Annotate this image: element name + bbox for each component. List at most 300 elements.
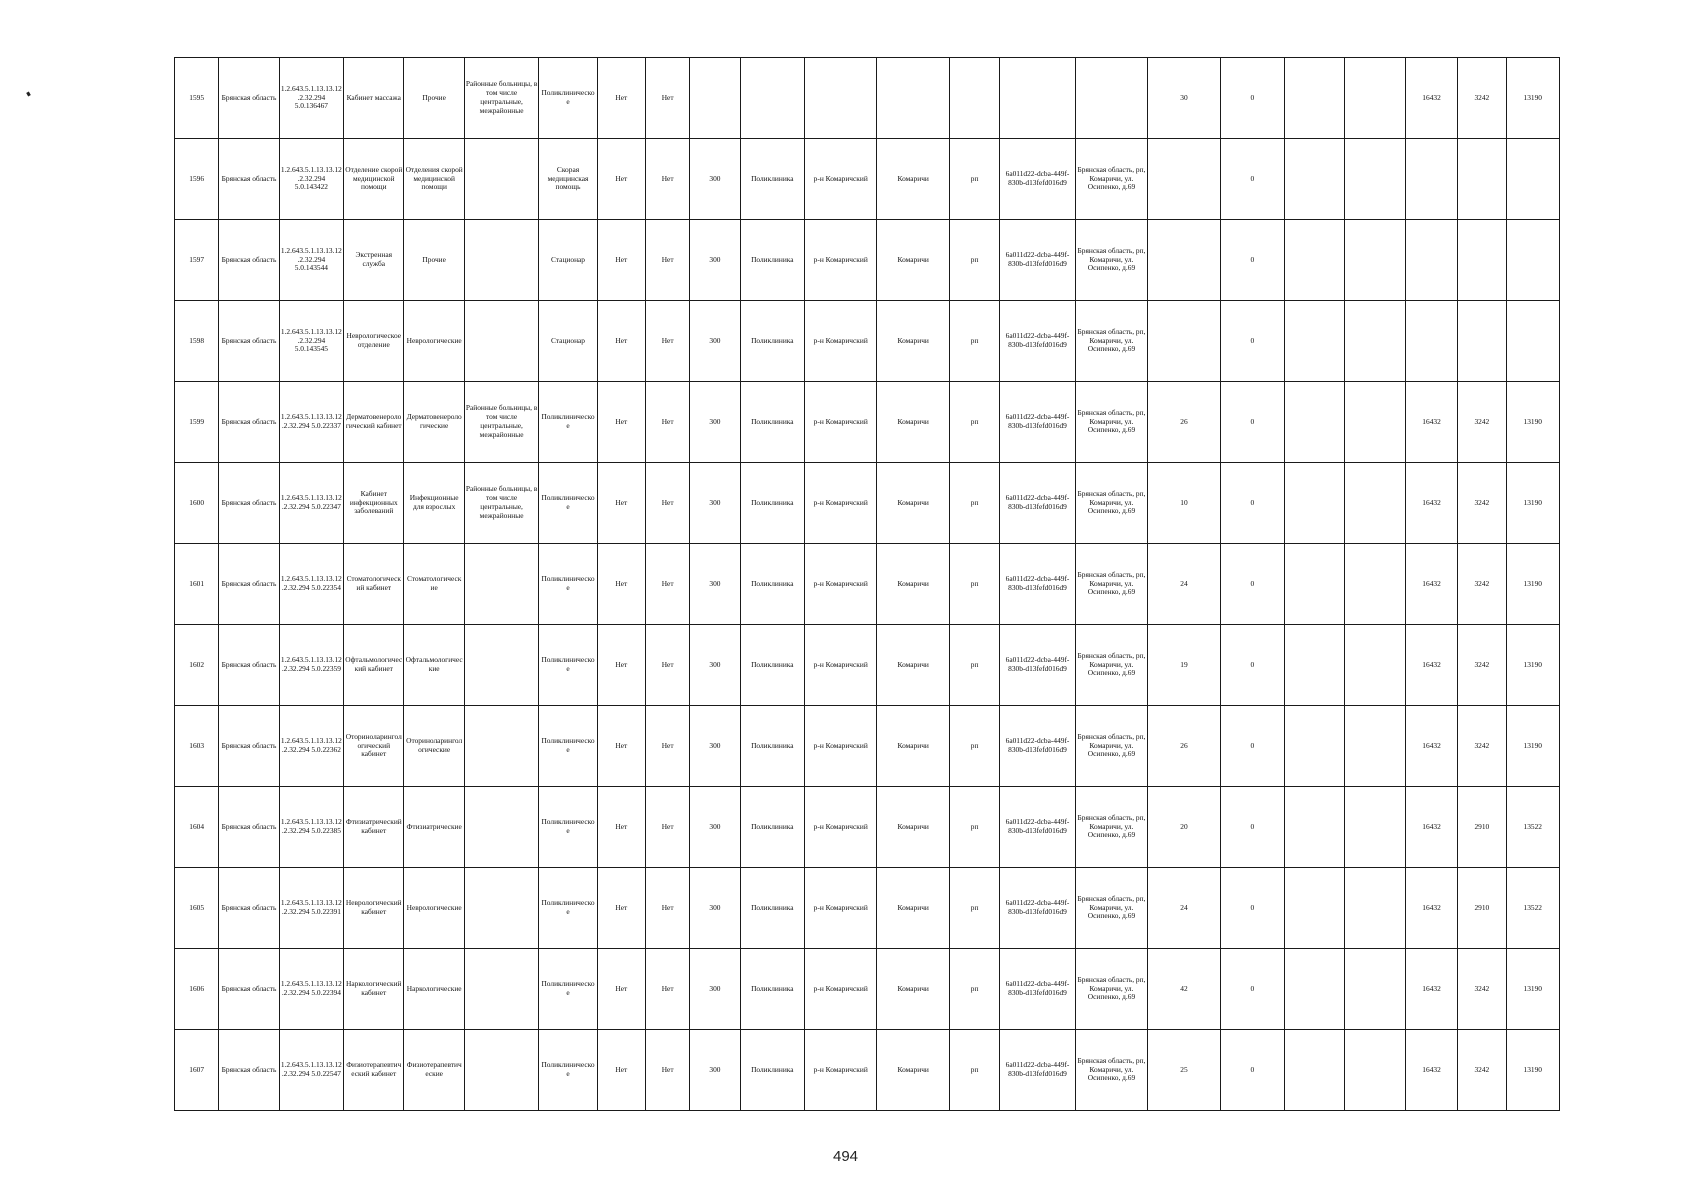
table-row [175,1030,1560,1111]
table-cell: Нет [597,1030,645,1111]
table-cell: 16432 [1405,787,1457,868]
table-cell: Отделения скорой медицинской помощи [404,139,464,220]
table-cell: 1595 [175,58,219,139]
table-cell: 24 [1148,868,1220,949]
table-cell: Нет [646,868,690,949]
table-cell: Брянская область [219,625,279,706]
table-cell: Скорая медицинская помощь [539,139,597,220]
table-row [175,868,1560,949]
table-cell: Нет [646,625,690,706]
table-cell [805,58,877,139]
table-cell: 1.2.643.5.1.13.13.12.2.32.294 5.0.22347 [279,463,343,544]
table-cell [1405,301,1457,382]
table-cell: Поликлиническое [539,787,597,868]
table-cell: Поликлиника [740,706,804,787]
table-cell: Поликлиника [740,1030,804,1111]
table-cell: 16432 [1405,868,1457,949]
table-cell: 300 [690,787,740,868]
table-cell [1506,139,1559,220]
table-cell: 6a011d22-dcba-449f-830b-d13fefd016d9 [1000,301,1075,382]
table-cell: Физиотерапевтические [404,1030,464,1111]
table-cell: рп [949,625,999,706]
table-cell: 300 [690,139,740,220]
table-cell [1506,301,1559,382]
table-cell: 1606 [175,949,219,1030]
table-cell: 3242 [1458,544,1506,625]
table-cell: 20 [1148,787,1220,868]
table-cell: Кабинет инфекционных заболеваний [344,463,404,544]
table-cell [1285,382,1345,463]
table-cell: 3242 [1458,382,1506,463]
table-cell: 10 [1148,463,1220,544]
table-cell: Брянская область [219,301,279,382]
table-cell: р-н Комаричский [805,220,877,301]
table-cell: 1600 [175,463,219,544]
table-cell: 13190 [1506,463,1559,544]
table-cell: Брянская область [219,382,279,463]
table-cell: Неврологическое отделение [344,301,404,382]
table-cell: Нет [646,1030,690,1111]
table-cell: 1.2.643.5.1.13.13.12.2.32.294 5.0.22385 [279,787,343,868]
table-cell [1285,1030,1345,1111]
table-cell: 1605 [175,868,219,949]
table-cell: 1.2.643.5.1.13.13.12.2.32.294 5.0.143545 [279,301,343,382]
table-cell: Офтальмологический кабинет [344,625,404,706]
table-cell: рп [949,544,999,625]
table-cell: 1.2.643.5.1.13.13.12.2.32.294 5.0.22337 [279,382,343,463]
table-cell: Стоматологические [404,544,464,625]
table-cell: Фтизиатрический кабинет [344,787,404,868]
table-body [175,58,1560,1111]
table-cell: 1.2.643.5.1.13.13.12.2.32.294 5.0.136467 [279,58,343,139]
table-cell: 1601 [175,544,219,625]
table-cell [1345,868,1405,949]
table-cell: р-н Комаричский [805,949,877,1030]
table-cell: Нет [597,382,645,463]
table-cell: 300 [690,1030,740,1111]
table-cell: Районные больницы, в том числе центральные, межрайонные [464,382,538,463]
table-cell: 2910 [1458,787,1506,868]
table-cell [1345,382,1405,463]
table-cell [1345,949,1405,1030]
table-cell: Наркологические [404,949,464,1030]
table-cell: рп [949,301,999,382]
table-cell: 13190 [1506,58,1559,139]
table-cell: 13522 [1506,868,1559,949]
table-cell [1285,706,1345,787]
table-cell: Нет [646,58,690,139]
table-cell [1285,949,1345,1030]
table-cell: 6a011d22-dcba-449f-830b-d13fefd016d9 [1000,463,1075,544]
table-cell: Поликлиническое [539,1030,597,1111]
table-cell: 13190 [1506,382,1559,463]
table-cell: Брянская область [219,58,279,139]
table-cell: рп [949,949,999,1030]
table-cell [464,220,538,301]
table-cell: 0 [1220,382,1284,463]
table-cell: 13190 [1506,706,1559,787]
table-cell: Поликлиническое [539,382,597,463]
table-cell: 6a011d22-dcba-449f-830b-d13fefd016d9 [1000,787,1075,868]
table-cell: Комаричи [877,139,949,220]
table-cell: Брянская область, рп, Комаричи, ул. Осипенко, д.69 [1075,625,1147,706]
table-cell: Брянская область [219,1030,279,1111]
table-cell: 3242 [1458,625,1506,706]
table-cell: Брянская область, рп, Комаричи, ул. Осипенко, д.69 [1075,220,1147,301]
table-cell: 1.2.643.5.1.13.13.12.2.32.294 5.0.22362 [279,706,343,787]
table-cell: 1.2.643.5.1.13.13.12.2.32.294 5.0.143544 [279,220,343,301]
table-cell: Нет [646,544,690,625]
table-cell: Кабинет массажа [344,58,404,139]
table-row [175,382,1560,463]
table-cell: Нет [597,139,645,220]
table-cell: 13190 [1506,1030,1559,1111]
table-cell: 0 [1220,949,1284,1030]
table-cell: 16432 [1405,949,1457,1030]
table-cell: Поликлиника [740,949,804,1030]
table-cell [1345,625,1405,706]
table-cell: р-н Комаричский [805,868,877,949]
table-cell: Комаричи [877,301,949,382]
table-cell: 300 [690,868,740,949]
table-cell [1458,220,1506,301]
table-cell: Нет [646,706,690,787]
table-cell: 1597 [175,220,219,301]
table-cell [464,139,538,220]
table-cell: 0 [1220,58,1284,139]
table-cell [1345,544,1405,625]
table-cell: 0 [1220,220,1284,301]
table-cell: Поликлиника [740,139,804,220]
table-cell: Брянская область, рп, Комаричи, ул. Осипенко, д.69 [1075,706,1147,787]
table-cell: 0 [1220,868,1284,949]
table-cell [690,58,740,139]
table-cell [1458,139,1506,220]
table-cell: р-н Комаричский [805,544,877,625]
table-cell: Дерматовенерологические [404,382,464,463]
table-cell: Брянская область [219,220,279,301]
table-cell [1405,139,1457,220]
table-cell: Отделение скорой медицинской помощи [344,139,404,220]
table-cell: 1599 [175,382,219,463]
table-cell: 0 [1220,139,1284,220]
table-cell: Стационар [539,220,597,301]
table-cell: Офтальмологические [404,625,464,706]
table-cell: Поликлиническое [539,544,597,625]
table-cell: Нет [597,625,645,706]
table-cell: Районные больницы, в том числе центральные, межрайонные [464,463,538,544]
table-row [175,139,1560,220]
table-cell: р-н Комаричский [805,787,877,868]
table-cell: Районные больницы, в том числе центральные, межрайонные [464,58,538,139]
table-cell: 6a011d22-dcba-449f-830b-d13fefd016d9 [1000,868,1075,949]
table-cell [464,706,538,787]
table-cell: 16432 [1405,544,1457,625]
table-cell: 6a011d22-dcba-449f-830b-d13fefd016d9 [1000,625,1075,706]
table-cell: Поликлиника [740,463,804,544]
table-cell [1345,706,1405,787]
table-cell [1285,58,1345,139]
table-cell: 6a011d22-dcba-449f-830b-d13fefd016d9 [1000,382,1075,463]
table-cell: рп [949,382,999,463]
table-cell: 42 [1148,949,1220,1030]
table-cell: Прочие [404,58,464,139]
table-cell: Нет [597,787,645,868]
table-cell: Комаричи [877,787,949,868]
table-cell: Брянская область, рп, Комаричи, ул. Осипенко, д.69 [1075,382,1147,463]
table-cell: 16432 [1405,382,1457,463]
table-cell [1000,58,1075,139]
table-cell: 3242 [1458,1030,1506,1111]
table-cell: 16432 [1405,58,1457,139]
table-cell: Нет [646,382,690,463]
table-cell: 13190 [1506,949,1559,1030]
table-cell: 1.2.643.5.1.13.13.12.2.32.294 5.0.22394 [279,949,343,1030]
table-cell: 0 [1220,1030,1284,1111]
table-cell: 3242 [1458,463,1506,544]
table-cell [877,58,949,139]
table-cell: Комаричи [877,949,949,1030]
table-cell: Брянская область, рп, Комаричи, ул. Осипенко, д.69 [1075,301,1147,382]
table-cell: р-н Комаричский [805,463,877,544]
table-cell: Комаричи [877,463,949,544]
table-cell: Нет [646,220,690,301]
table-cell: Нет [597,949,645,1030]
table-cell: 1604 [175,787,219,868]
table-cell: 1603 [175,706,219,787]
table-cell: 0 [1220,787,1284,868]
table-cell: р-н Комаричский [805,382,877,463]
table-cell: Стоматологический кабинет [344,544,404,625]
table-cell: 300 [690,382,740,463]
table-cell: Фтизиатрические [404,787,464,868]
table-cell: рп [949,1030,999,1111]
table-cell [464,949,538,1030]
table-cell: 300 [690,949,740,1030]
table-cell: Нет [597,220,645,301]
table-cell: 13190 [1506,544,1559,625]
table-cell: Неврологические [404,301,464,382]
table-cell: 26 [1148,382,1220,463]
table-cell [740,58,804,139]
table-cell: Оториноларингологические [404,706,464,787]
table-cell: рп [949,706,999,787]
table-cell: 16432 [1405,463,1457,544]
table-cell: 0 [1220,301,1284,382]
table-cell: 1.2.643.5.1.13.13.12.2.32.294 5.0.22359 [279,625,343,706]
table-cell: 6a011d22-dcba-449f-830b-d13fefd016d9 [1000,139,1075,220]
table-cell [1345,220,1405,301]
table-cell [1506,220,1559,301]
table-cell: рп [949,220,999,301]
table-cell: 1602 [175,625,219,706]
table-row [175,949,1560,1030]
table-cell [1148,139,1220,220]
table-cell: 16432 [1405,706,1457,787]
table-cell: 6a011d22-dcba-449f-830b-d13fefd016d9 [1000,544,1075,625]
table-cell: Комаричи [877,220,949,301]
table-cell: Прочие [404,220,464,301]
table-cell: Нет [646,949,690,1030]
table-cell: Поликлиническое [539,58,597,139]
table-cell: Комаричи [877,625,949,706]
table-cell: р-н Комаричский [805,301,877,382]
table-cell: р-н Комаричский [805,1030,877,1111]
table-cell [1148,220,1220,301]
table-cell [1458,301,1506,382]
table-cell: Комаричи [877,382,949,463]
table-cell [464,625,538,706]
table-cell [1148,301,1220,382]
table-cell [1285,625,1345,706]
table-cell: р-н Комаричский [805,139,877,220]
table-cell: 3242 [1458,706,1506,787]
table-cell: 19 [1148,625,1220,706]
table-cell: Брянская область, рп, Комаричи, ул. Осипенко, д.69 [1075,544,1147,625]
table-cell: р-н Комаричский [805,625,877,706]
table-cell: Неврологические [404,868,464,949]
table-cell [464,544,538,625]
table-cell: Брянская область, рп, Комаричи, ул. Осипенко, д.69 [1075,868,1147,949]
table-cell: Брянская область, рп, Комаричи, ул. Осипенко, д.69 [1075,787,1147,868]
table-cell: 300 [690,301,740,382]
table-cell: 6a011d22-dcba-449f-830b-d13fefd016d9 [1000,220,1075,301]
table-cell [464,301,538,382]
table-cell: Стационар [539,301,597,382]
table-cell: 26 [1148,706,1220,787]
table-cell: Поликлиническое [539,868,597,949]
table-cell: Нет [646,787,690,868]
table-cell: Нет [646,139,690,220]
table-cell [949,58,999,139]
table-cell: Брянская область, рп, Комаричи, ул. Осипенко, д.69 [1075,1030,1147,1111]
table-cell [464,787,538,868]
table-cell: Брянская область, рп, Комаричи, ул. Осипенко, д.69 [1075,139,1147,220]
table-cell: 1607 [175,1030,219,1111]
table-cell [1285,139,1345,220]
table-cell: Брянская область [219,463,279,544]
table-cell [1285,544,1345,625]
table-cell: рп [949,139,999,220]
table-cell: 6a011d22-dcba-449f-830b-d13fefd016d9 [1000,949,1075,1030]
table-cell: 30 [1148,58,1220,139]
table-cell: 25 [1148,1030,1220,1111]
table-row [175,463,1560,544]
table-row [175,787,1560,868]
table-cell: 300 [690,625,740,706]
table-cell: Брянская область [219,787,279,868]
table-cell: 300 [690,463,740,544]
table-cell: 16432 [1405,625,1457,706]
table-row [175,625,1560,706]
table-cell: Поликлиника [740,301,804,382]
table-cell: 0 [1220,706,1284,787]
table-cell: Поликлиника [740,544,804,625]
table-cell: Поликлиническое [539,706,597,787]
table-cell: Поликлиническое [539,625,597,706]
table-cell: 6a011d22-dcba-449f-830b-d13fefd016d9 [1000,706,1075,787]
table-cell: Наркологический кабинет [344,949,404,1030]
table-cell: 1.2.643.5.1.13.13.12.2.32.294 5.0.143422 [279,139,343,220]
table-cell: рп [949,868,999,949]
table-cell: Комаричи [877,1030,949,1111]
table-cell: 1.2.643.5.1.13.13.12.2.32.294 5.0.22391 [279,868,343,949]
table-cell [1345,139,1405,220]
table-cell: 300 [690,706,740,787]
table-cell: 300 [690,544,740,625]
page-number: 494 [832,1148,859,1165]
table-cell [1405,220,1457,301]
table-cell [1075,58,1147,139]
table-cell: Нет [597,463,645,544]
table-cell: 24 [1148,544,1220,625]
table-row [175,706,1560,787]
table-cell: Физиотерапевтический кабинет [344,1030,404,1111]
table-cell: Комаричи [877,544,949,625]
table-cell [1285,301,1345,382]
table-row [175,58,1560,139]
table-cell: 13190 [1506,625,1559,706]
table-cell: Дерматовенерологический кабинет [344,382,404,463]
table-cell: Брянская область [219,544,279,625]
table-row [175,220,1560,301]
table-cell: Нет [597,301,645,382]
table-cell [1345,463,1405,544]
table-cell [1285,463,1345,544]
table-row [175,544,1560,625]
table-row [175,301,1560,382]
table-cell [1285,787,1345,868]
table-cell: 1.2.643.5.1.13.13.12.2.32.294 5.0.22547 [279,1030,343,1111]
table-cell: Поликлиника [740,787,804,868]
table-cell: 2910 [1458,868,1506,949]
table-cell: 1596 [175,139,219,220]
table-cell: 16432 [1405,1030,1457,1111]
table-cell [464,1030,538,1111]
table-cell: Брянская область [219,868,279,949]
table-cell [1345,58,1405,139]
table-cell: Нет [646,463,690,544]
table-cell: Нет [597,868,645,949]
table-cell: 300 [690,220,740,301]
table-cell: Нет [646,301,690,382]
table-cell: Неврологический кабинет [344,868,404,949]
table-cell: Поликлиника [740,220,804,301]
table-cell: Нет [597,544,645,625]
table-cell: Нет [597,58,645,139]
table-cell: 6a011d22-dcba-449f-830b-d13fefd016d9 [1000,1030,1075,1111]
table-cell: Брянская область [219,139,279,220]
table-cell: 0 [1220,544,1284,625]
table-cell: Поликлиника [740,625,804,706]
table-cell: 3242 [1458,58,1506,139]
table-cell: Брянская область, рп, Комаричи, ул. Осипенко, д.69 [1075,463,1147,544]
table-cell: 1598 [175,301,219,382]
table-cell [1345,787,1405,868]
table-cell [1285,220,1345,301]
table-cell: Комаричи [877,706,949,787]
table-cell: рп [949,787,999,868]
table-cell: Нет [597,706,645,787]
registry-table [174,57,1560,1111]
table-cell: Инфекционные для взрослых [404,463,464,544]
table-cell: Поликлиническое [539,949,597,1030]
table-cell [464,868,538,949]
table-cell: 0 [1220,625,1284,706]
table-cell [1285,868,1345,949]
scan-speck [26,92,31,97]
table-cell: 0 [1220,463,1284,544]
